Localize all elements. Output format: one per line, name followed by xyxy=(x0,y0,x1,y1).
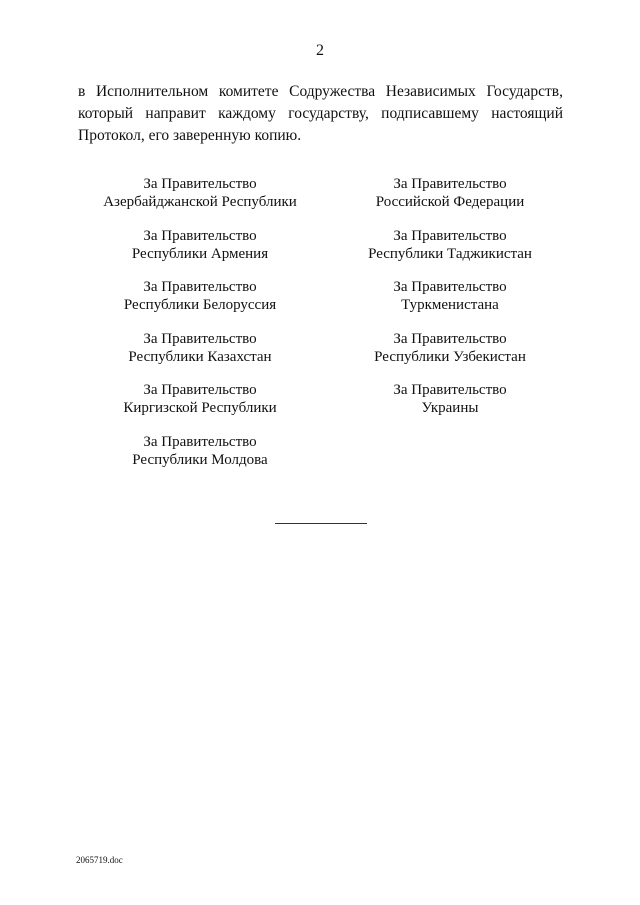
signature-country: Республики Белоруссия xyxy=(123,297,277,313)
signature-heading: За Правительство xyxy=(393,227,507,244)
signature-heading: За Правительство xyxy=(143,382,257,398)
signature-block-azerbaijan xyxy=(70,175,330,227)
signature-block-kyrgyzstan xyxy=(70,381,330,433)
body-paragraph xyxy=(78,81,563,147)
signature-block-tajikistan xyxy=(320,227,580,279)
signature-block-ukraine xyxy=(320,381,580,433)
signature-country: Республики Казахстан xyxy=(128,348,272,365)
footer-file-name: 2065719.doc xyxy=(76,855,123,865)
signature-country: Украины xyxy=(421,400,479,416)
signature-block-kazakhstan xyxy=(70,330,330,382)
signature-country: Российской Федерации xyxy=(375,194,525,210)
signature-country: Туркменистана xyxy=(401,297,499,313)
signature-block-armenia xyxy=(70,227,330,279)
signature-block-belarus xyxy=(70,278,330,330)
signature-heading: За Правительство xyxy=(143,279,257,295)
body-line: Протокол, его заверенную копию. xyxy=(78,127,302,144)
signature-heading: За Правительство xyxy=(393,176,507,192)
signature-heading: За Правительство xyxy=(143,330,257,347)
signature-heading: За Правительство xyxy=(143,176,257,192)
body-line: в Исполнительном комитете Содружества Независимых Государств, xyxy=(78,83,563,100)
signatures-left-column xyxy=(70,175,330,484)
signature-heading: За Правительство xyxy=(143,227,257,244)
signatures-right-column xyxy=(320,175,580,433)
signature-country: Республики Таджикистан xyxy=(368,245,532,262)
body-line: который направит каждому государству, подписавшему настоящий xyxy=(78,105,563,122)
end-divider xyxy=(275,523,367,524)
signature-country: Республики Армения xyxy=(131,245,269,262)
signature-country: Азербайджанской Республики xyxy=(103,194,297,210)
signature-country: Республики Молдова xyxy=(132,451,268,468)
signature-heading: За Правительство xyxy=(393,279,507,295)
signature-block-uzbekistan xyxy=(320,330,580,382)
signature-country: Республики Узбекистан xyxy=(374,348,526,365)
signature-heading: За Правительство xyxy=(393,382,507,398)
page-number: 2 xyxy=(316,42,324,59)
signature-block-turkmenistan xyxy=(320,278,580,330)
signature-heading: За Правительство xyxy=(393,330,507,347)
signature-heading: За Правительство xyxy=(143,433,257,450)
signature-country: Киргизской Республики xyxy=(123,400,277,416)
signature-block-russia xyxy=(320,175,580,227)
signature-block-moldova xyxy=(70,433,330,485)
